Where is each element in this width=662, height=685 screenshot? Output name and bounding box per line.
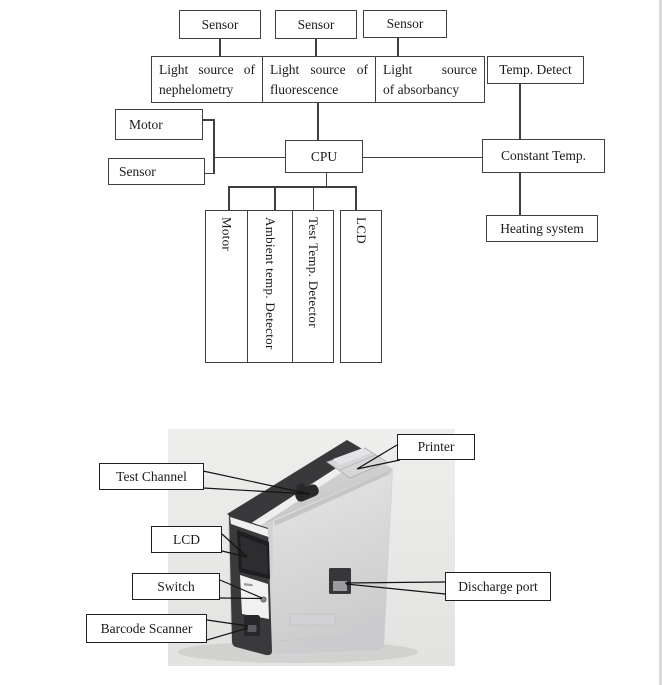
- label-text: Test Channel: [116, 468, 187, 484]
- box-label: Motor: [219, 217, 235, 251]
- barcode-scanner-glass: [248, 625, 257, 632]
- connector-bus-lcd: [355, 186, 357, 211]
- connector-bus-ambient: [274, 186, 276, 211]
- box-label-line2: fluorescence: [270, 81, 339, 97]
- box-sensor-nephelometry: [179, 10, 261, 39]
- connector-bus-testtemp: [313, 186, 315, 211]
- connector-sensor3-light3: [397, 38, 399, 56]
- box-light-source-fluorescence: [262, 56, 376, 103]
- box-label: Constant Temp.: [500, 148, 587, 163]
- label-text: Switch: [157, 578, 195, 594]
- box-label: CPU: [310, 148, 338, 164]
- box-sensor-absorbancy: [363, 10, 447, 38]
- connector-cpu-bus: [326, 172, 328, 187]
- box-lcd-vertical: [340, 210, 382, 363]
- label-printer: [397, 434, 475, 460]
- label-switch: [132, 573, 220, 600]
- box-label: Motor: [129, 116, 163, 132]
- label-lcd: [151, 526, 222, 553]
- box-label: Sensor: [297, 16, 335, 32]
- connector-bus: [228, 186, 357, 188]
- side-notch: [290, 614, 335, 625]
- box-label: Ambient temp. Detector: [263, 217, 278, 350]
- connector-bracket: [213, 119, 215, 174]
- box-label: Sensor: [201, 16, 239, 32]
- label-text: LCD: [173, 531, 200, 547]
- box-label-line2: of absorbancy: [383, 81, 460, 97]
- box-label-line2: nephelometry: [159, 81, 234, 97]
- connector-constant-heating: [519, 173, 521, 216]
- discharge-port-inner: [333, 581, 347, 591]
- label-test-channel: [99, 463, 204, 490]
- box-sensor-left: [108, 158, 205, 185]
- connector-sensor2-light2: [315, 39, 317, 56]
- connector-sensor1-light1: [219, 39, 221, 56]
- box-constant-temp: [482, 139, 605, 173]
- box-motor: [115, 109, 203, 140]
- power-switch: [261, 597, 266, 602]
- label-text: Barcode Scanner: [100, 620, 193, 636]
- box-heating-system: [486, 215, 598, 242]
- label-text: Printer: [417, 439, 455, 454]
- label-barcode-scanner: [86, 614, 207, 643]
- connector-sensorleft-stub: [204, 173, 214, 175]
- box-label-line1: Light source of: [270, 61, 368, 77]
- connector-bus-motor: [228, 186, 230, 211]
- box-ambient-temp-detector: [247, 210, 293, 363]
- box-motor-vertical: [205, 210, 248, 363]
- box-light-source-absorbancy: [375, 56, 485, 103]
- connector-tempdetect-constant: [519, 84, 521, 139]
- box-sensor-fluorescence: [275, 10, 357, 39]
- box-label-line1: Light source: [383, 61, 477, 77]
- box-test-temp-detector: [292, 210, 334, 363]
- box-label: Heating system: [500, 220, 584, 236]
- connector-light2-cpu: [317, 103, 319, 140]
- box-label: LCD: [354, 217, 369, 244]
- box-temp-detect: [487, 56, 584, 84]
- box-label: Sensor: [386, 16, 424, 31]
- box-label: Sensor: [119, 163, 156, 179]
- box-label: Temp. Detect: [499, 62, 572, 77]
- box-label: Test Temp. Detector: [306, 217, 321, 328]
- box-cpu: [285, 140, 363, 173]
- box-light-source-nephelometry: [151, 56, 263, 103]
- box-label-line1: Light source of: [159, 61, 255, 77]
- connector-bracket-cpu: [213, 157, 286, 159]
- connector-cpu-constant-temp: [362, 157, 483, 159]
- label-text: Discharge port: [458, 578, 538, 594]
- label-discharge-port: [445, 572, 551, 601]
